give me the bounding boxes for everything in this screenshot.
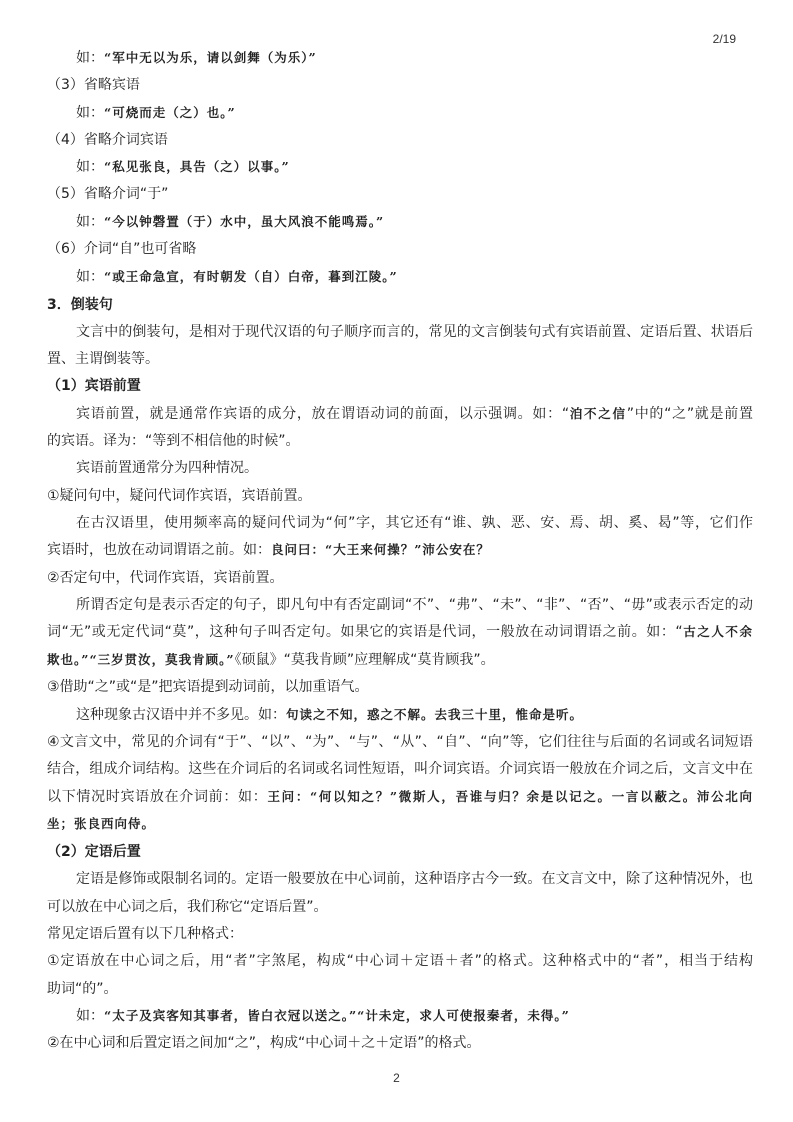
text-segment: 在古汉语里，使用频率高的疑问代词为“何”字，其它还有“谁、孰、恶、安、焉、胡、奚、曷”等，它们作	[76, 515, 753, 531]
text-line	[47, 76, 753, 94]
classical-quote: 欺也。”“三岁贯汝，莫我肯顾。”	[47, 652, 235, 667]
text-segment: 如：	[76, 159, 104, 175]
text-segment: （6）介词“自”也可省略	[47, 241, 197, 257]
text-segment: 所谓否定句是表示否定的句子，即凡句中有否定副词“不”、“弗”、“未”、“非”、“否”、“毋”或表示否定的动	[76, 597, 753, 613]
text-line	[76, 514, 753, 532]
text-line	[76, 706, 753, 724]
text-line	[76, 104, 753, 122]
text-segment: 文言中的倒装句，是相对于现代汉语的句子顺序而言的，常见的文言倒装句式有宾语前置、定语后置、状语后	[76, 324, 753, 340]
text-line	[47, 350, 753, 368]
classical-quote: 坐；张良西向侍。	[47, 816, 156, 831]
text-segment: 的宾语。译为：“等到不相信他的时候”。	[47, 433, 300, 449]
text-line	[47, 952, 753, 970]
text-line	[47, 898, 753, 916]
text-line	[76, 268, 753, 286]
text-segment: 《硕鼠》“莫我肯顾”应理解成“莫肯顾我”。	[234, 652, 495, 668]
text-segment: 以下情况时宾语放在介词前：如：	[47, 789, 268, 805]
text-line	[76, 213, 753, 231]
text-line	[47, 377, 753, 395]
text-line	[47, 980, 753, 998]
section-heading: （2）定语后置	[47, 844, 141, 860]
text-line	[76, 1007, 753, 1025]
classical-quote: 良问曰：“大王来何操？”沛公安在？	[271, 542, 490, 557]
classical-quote: “可烧而走（之）也。”	[104, 105, 236, 120]
text-segment: 可以放在中心词之后，我们称它“定语后置”。	[47, 899, 328, 915]
text-line	[47, 925, 753, 943]
section-heading: （1）宾语前置	[47, 378, 141, 394]
text-line	[76, 459, 753, 477]
section-heading: 3．倒装句	[47, 297, 113, 313]
text-segment: ②否定句中，代词作宾语，宾语前置。	[47, 570, 284, 586]
classical-quote: “今以钟磬置（于）水中，虽大风浪不能鸣焉。”	[104, 214, 385, 229]
text-segment: 如：	[76, 1008, 104, 1024]
text-line	[47, 623, 753, 641]
page-number-bottom: 2	[393, 1071, 400, 1085]
text-segment: ”中的“之”就是前置	[626, 406, 753, 422]
text-line	[47, 651, 753, 669]
text-line	[47, 733, 753, 751]
classical-quote: 王问：“何以知之？”微斯人，吾谁与归？余是以记之。一言以蔽之。沛公北向	[267, 789, 754, 804]
classical-quote: 古之人不余	[682, 624, 753, 639]
text-segment: （4）省略介词宾语	[47, 132, 168, 148]
text-line	[47, 815, 753, 833]
classical-quote: “军中无以为乐，请以剑舞（为乐）”	[104, 50, 317, 65]
text-line	[47, 541, 753, 559]
text-line	[76, 323, 753, 341]
text-segment: （5）省略介词“于”	[47, 186, 169, 202]
classical-quote: “私见张良，具告（之）以事。”	[104, 159, 290, 174]
text-segment: 词“无”或无定代词“莫”，这种句子叫否定句。如果它的宾语是代词，一般放在动词谓语之前。如：“	[47, 624, 683, 640]
text-line	[47, 569, 753, 587]
text-line	[47, 432, 753, 450]
text-segment: 如：	[76, 50, 104, 66]
text-segment: 助词“的”。	[47, 981, 118, 997]
text-line	[47, 843, 753, 861]
text-segment: ④文言文中，常见的介词有“于”、“以”、“为”、“与”、“从”、“自”、“向”等，它们往往与后面的名词或名词短语	[47, 734, 753, 750]
text-segment: （3）省略宾语	[47, 77, 140, 93]
classical-quote: 句读之不知，惑之不解。去我三十里，惟命是听。	[286, 707, 584, 722]
text-line	[76, 49, 753, 67]
text-line	[47, 131, 753, 149]
text-segment: 宾语前置通常分为四种情况。	[76, 460, 258, 476]
text-segment: 常见定语后置有以下几种格式：	[47, 926, 243, 942]
classical-quote: 洎不之信	[569, 406, 627, 421]
classical-quote: “或王命急宣，有时朝发（自）白帝，暮到江陵。”	[104, 269, 398, 284]
text-segment: 宾语时，也放在动词谓语之前。如：	[47, 542, 271, 558]
text-segment: 置、主谓倒装等。	[47, 351, 159, 367]
classical-quote: “太子及宾客知其事者，皆白衣冠以送之。”“计未定，求人可使报秦者，未得。”	[104, 1008, 570, 1023]
text-segment: 如：	[76, 269, 104, 285]
text-line	[76, 405, 753, 423]
text-line	[47, 1034, 753, 1052]
text-segment: 如：	[76, 105, 104, 121]
text-segment: ①疑问句中，疑问代词作宾语，宾语前置。	[47, 488, 312, 504]
text-segment: 定语是修饰或限制名词的。定语一般要放在中心词前，这种语序古今一致。在文言文中，除了这种情况外，也	[76, 871, 753, 887]
text-segment: ③借助“之”或“是”把宾语提到动词前，以加重语气。	[47, 679, 369, 695]
text-line	[47, 760, 753, 778]
text-line	[76, 158, 753, 176]
text-line	[76, 870, 753, 888]
page-number-top: 2/19	[712, 32, 736, 46]
text-line	[47, 296, 753, 314]
text-line	[47, 487, 753, 505]
text-segment: 宾语前置，就是通常作宾语的成分，放在谓语动词的前面，以示强调。如：“	[76, 406, 570, 422]
text-line	[47, 240, 753, 258]
text-segment: ②在中心词和后置定语之间加“之”，构成“中心词＋之＋定语”的格式。	[47, 1035, 481, 1051]
text-line	[47, 678, 753, 696]
text-line	[76, 596, 753, 614]
text-segment: 结合，组成介词结构。这些在介词后的名词或名词性短语，叫介词宾语。介词宾语一般放在介词之后，文言文中在	[47, 761, 753, 777]
text-line	[47, 788, 753, 806]
text-segment: 如：	[76, 214, 104, 230]
text-line	[47, 185, 753, 203]
text-segment: ①定语放在中心词之后，用“者”字煞尾，构成“中心词＋定语＋者”的格式。这种格式中的“者”，相当于结构	[47, 953, 753, 969]
text-segment: 这种现象古汉语中并不多见。如：	[76, 707, 286, 723]
